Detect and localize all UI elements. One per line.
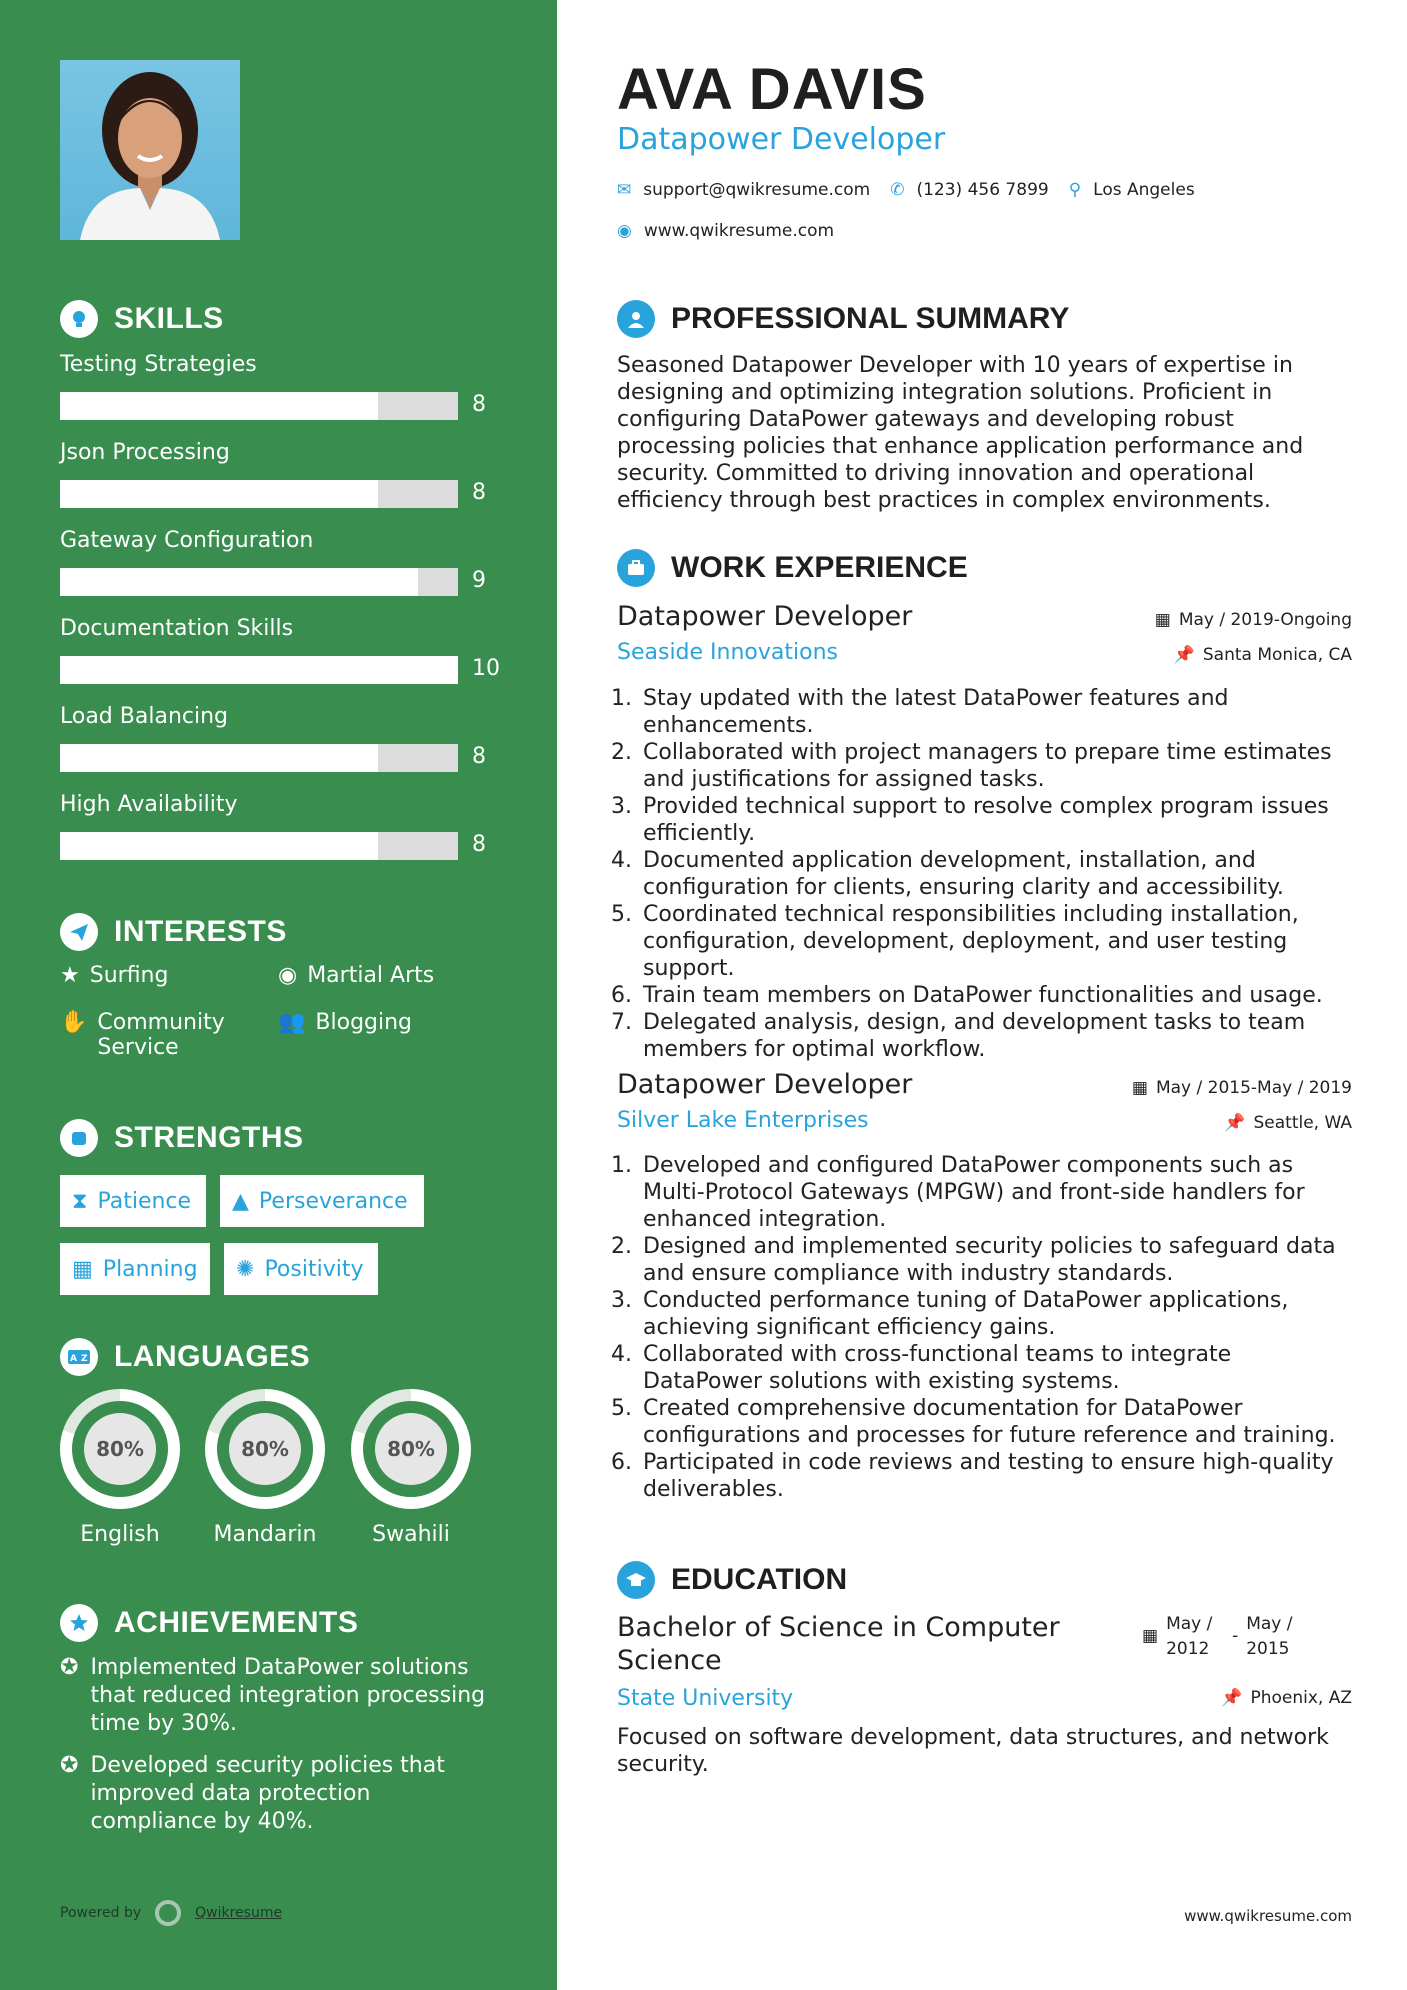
- education-start: May / 2012: [1166, 1614, 1213, 1659]
- job-dates: [1132, 1078, 1352, 1098]
- briefcase-icon: [617, 549, 655, 587]
- education-dates: [1142, 1612, 1304, 1662]
- interests-title: INTERESTS: [114, 915, 287, 948]
- map-pin-icon: ⚲: [1068, 180, 1082, 200]
- languages-heading: [60, 1338, 310, 1376]
- paper-plane-icon: [60, 913, 98, 951]
- star-badge-icon: ✪: [60, 1655, 79, 1680]
- duty-item: 4. Documented application development, installation, and configuration for clients, ensuring clarity and accessibility.: [639, 847, 1349, 901]
- job-location-text: Santa Monica, CA: [1202, 645, 1352, 665]
- summary-title: PROFESSIONAL SUMMARY: [671, 302, 1070, 335]
- hourglass-icon: ⧗: [72, 1188, 88, 1214]
- job-location-text: Seattle, WA: [1253, 1113, 1352, 1133]
- education-title: EDUCATION: [671, 1563, 848, 1596]
- skill-label: Json Processing: [60, 440, 230, 465]
- strength-label: Perseverance: [258, 1188, 408, 1214]
- skill-value: 8: [472, 744, 486, 769]
- interest-item: [278, 963, 434, 988]
- skill-label: Documentation Skills: [60, 616, 294, 641]
- duty-item: 2. Designed and implemented security policies to safeguard data and ensure compliance with industry standards.: [639, 1233, 1349, 1287]
- globe-icon: ◉: [278, 963, 298, 988]
- spinner-icon: ✺: [236, 1256, 255, 1282]
- job-title: Datapower Developer: [617, 1069, 913, 1100]
- education-location: [1221, 1688, 1352, 1708]
- users-icon: 👥: [278, 1010, 306, 1035]
- main-content: [557, 0, 1407, 1990]
- skill-bar: [60, 568, 458, 596]
- duty-item: 5. Coordinated technical responsibilities including installation, configuration, development, deployment, and user testing support.: [639, 901, 1349, 982]
- globe-icon: ◉: [617, 221, 632, 241]
- skill-value: 8: [472, 832, 486, 857]
- job-duties: [609, 1152, 1349, 1503]
- candidate-name: AVA DAVIS: [617, 57, 927, 122]
- skill-value: 9: [472, 568, 486, 593]
- candidate-role: Datapower Developer: [617, 122, 946, 157]
- skill-value: 10: [472, 656, 500, 681]
- duty-item: 7. Delegated analysis, design, and development tasks to team members for optimal workflow.: [639, 1009, 1349, 1063]
- powered-by: [60, 1900, 282, 1926]
- duty-item: 6. Train team members on DataPower functionalities and usage.: [639, 982, 1349, 1009]
- job-dates: [1155, 610, 1352, 630]
- strength-tag: [60, 1243, 210, 1295]
- email-link[interactable]: support@qwikresume.com: [643, 180, 871, 200]
- language-name: English: [80, 1522, 160, 1547]
- duty-item: 1. Developed and configured DataPower components such as Multi-Protocol Gateways (MPGW) and front-side handlers for enhanced integration.: [639, 1152, 1349, 1233]
- strength-tag: [60, 1175, 206, 1227]
- interests-heading: [60, 913, 287, 951]
- interest-item: [60, 1010, 230, 1060]
- svg-text:A Z: A Z: [69, 1354, 89, 1364]
- education-description: Focused on software development, data structures, and network security.: [617, 1725, 1329, 1777]
- strength-label: Patience: [97, 1188, 192, 1214]
- language-percent: 80%: [84, 1413, 156, 1485]
- skill-bar-fill: [60, 392, 378, 420]
- skill-bar-fill: [60, 480, 378, 508]
- achievement-item: [60, 1654, 490, 1738]
- website-link[interactable]: www.qwikresume.com: [643, 221, 835, 241]
- sidebar: [0, 0, 557, 1990]
- language-ring: [60, 1389, 180, 1509]
- skill-bar: [60, 392, 458, 420]
- education-heading: [617, 1561, 847, 1599]
- skill-label: Testing Strategies: [60, 352, 257, 377]
- skill-label: High Availability: [60, 792, 238, 817]
- education-dash: -: [1232, 1626, 1239, 1646]
- award-icon: [60, 1604, 98, 1642]
- skill-bar-fill: [60, 744, 378, 772]
- skills-heading: [60, 300, 224, 338]
- star-badge-icon: ✪: [60, 1753, 79, 1778]
- contact-row: [617, 180, 1195, 200]
- calendar-icon: ▦: [72, 1256, 93, 1282]
- achievements-title: ACHIEVEMENTS: [114, 1606, 359, 1639]
- job-company: Seaside Innovations: [617, 640, 838, 665]
- profile-photo: [60, 60, 240, 240]
- envelope-icon: ✉: [617, 180, 632, 200]
- skill-bar-fill: [60, 656, 458, 684]
- skill-bar-fill: [60, 568, 418, 596]
- hand-icon: ✋: [60, 1010, 88, 1035]
- achievement-text: Developed security policies that improved data protection compliance by 40%.: [90, 1753, 445, 1834]
- skill-bar-fill: [60, 832, 378, 860]
- strengths-heading: [60, 1119, 304, 1157]
- website-row: [617, 221, 834, 241]
- interest-item: [278, 1010, 412, 1035]
- skill-value: 8: [472, 392, 486, 417]
- language-icon: [60, 1338, 98, 1376]
- user-icon: [617, 300, 655, 338]
- job-company: Silver Lake Enterprises: [617, 1108, 869, 1133]
- lightbulb-icon: [60, 300, 98, 338]
- summary-heading: [617, 300, 1069, 338]
- degree-title: Bachelor of Science in Computer Science: [617, 1612, 1060, 1676]
- strength-label: Planning: [102, 1256, 198, 1282]
- calendar-icon: ▦: [1142, 1626, 1159, 1646]
- achievement-text: Implemented DataPower solutions that reduced integration processing time by 30%.: [90, 1655, 486, 1736]
- school-name: State University: [617, 1686, 794, 1711]
- skill-label: Gateway Configuration: [60, 528, 314, 553]
- skill-bar: [60, 744, 458, 772]
- skills-title: SKILLS: [114, 302, 224, 335]
- interest-label: Community Service: [97, 1010, 225, 1060]
- duty-item: 5. Created comprehensive documentation for DataPower configurations and processes for future reference and training.: [639, 1395, 1349, 1449]
- duty-item: 1. Stay updated with the latest DataPower features and enhancements.: [639, 685, 1349, 739]
- skill-value: 8: [472, 480, 486, 505]
- language-ring: [351, 1389, 471, 1509]
- job-dates-text: May / 2019-Ongoing: [1178, 610, 1352, 630]
- job-title: Datapower Developer: [617, 601, 913, 632]
- strength-label: Positivity: [264, 1256, 364, 1282]
- skill-label: Load Balancing: [60, 704, 228, 729]
- strengths-title: STRENGTHS: [114, 1121, 304, 1154]
- job-duties: [609, 685, 1349, 1063]
- duty-item: 6. Participated in code reviews and testing to ensure high-quality deliverables.: [639, 1449, 1349, 1503]
- summary-text: Seasoned Datapower Developer with 10 years of expertise in designing and optimizing integration solutions. Proficient in configuring DataPower gateways and developing robust processing policies that enhance application performance and security. Committed to driving innovation and operational efficiency through best practices in complex environments.: [617, 353, 1304, 513]
- road-icon: ▲: [232, 1188, 249, 1214]
- phone-icon: ✆: [890, 180, 905, 200]
- graduation-cap-icon: [617, 1561, 655, 1599]
- experience-heading: [617, 549, 968, 587]
- interest-item: [60, 963, 168, 988]
- fist-icon: [60, 1119, 98, 1157]
- education-location-text: Phoenix, AZ: [1250, 1688, 1352, 1708]
- language-name: Mandarin: [213, 1522, 317, 1547]
- job-location: [1224, 1113, 1352, 1133]
- interest-label: Surfing: [89, 963, 169, 988]
- languages-title: LANGUAGES: [114, 1340, 311, 1373]
- education-end: May / 2015: [1246, 1614, 1293, 1659]
- achievement-item: [60, 1752, 490, 1836]
- duty-item: 4. Collaborated with cross-functional teams to integrate DataPower solutions with existing systems.: [639, 1341, 1349, 1395]
- strength-tag: [220, 1175, 424, 1227]
- interest-label: Martial Arts: [307, 963, 435, 988]
- footer-site[interactable]: www.qwikresume.com: [1184, 1907, 1352, 1925]
- pin-icon: 📌: [1173, 645, 1195, 665]
- powered-by-label: Powered by: [60, 1905, 142, 1921]
- language-percent: 80%: [375, 1413, 447, 1485]
- brand-link[interactable]: Qwikresume: [195, 1905, 283, 1921]
- pin-icon: 📌: [1224, 1113, 1246, 1133]
- duty-item: 3. Provided technical support to resolve complex program issues efficiently.: [639, 793, 1349, 847]
- language-ring: [205, 1389, 325, 1509]
- achievements-heading: [60, 1604, 358, 1642]
- duty-item: 2. Collaborated with project managers to prepare time estimates and justifications for assigned tasks.: [639, 739, 1349, 793]
- calendar-icon: ▦: [1154, 610, 1171, 630]
- job-location: [1174, 645, 1352, 665]
- interest-label: Blogging: [315, 1010, 413, 1035]
- phone-text: (123) 456 7899: [916, 180, 1049, 200]
- language-percent: 80%: [229, 1413, 301, 1485]
- language-name: Swahili: [372, 1522, 450, 1547]
- skill-bar: [60, 832, 458, 860]
- skill-bar: [60, 656, 458, 684]
- location-text: Los Angeles: [1093, 180, 1195, 200]
- calendar-icon: ▦: [1131, 1078, 1148, 1098]
- qwikresume-logo-icon: [155, 1900, 181, 1926]
- pin-icon: 📌: [1221, 1688, 1243, 1708]
- experience-title: WORK EXPERIENCE: [671, 551, 968, 584]
- skill-bar: [60, 480, 458, 508]
- strength-tag: [224, 1243, 378, 1295]
- job-dates-text: May / 2015-May / 2019: [1155, 1078, 1352, 1098]
- duty-item: 3. Conducted performance tuning of DataPower applications, achieving significant efficiency gains.: [639, 1287, 1349, 1341]
- star-icon: ★: [60, 963, 80, 988]
